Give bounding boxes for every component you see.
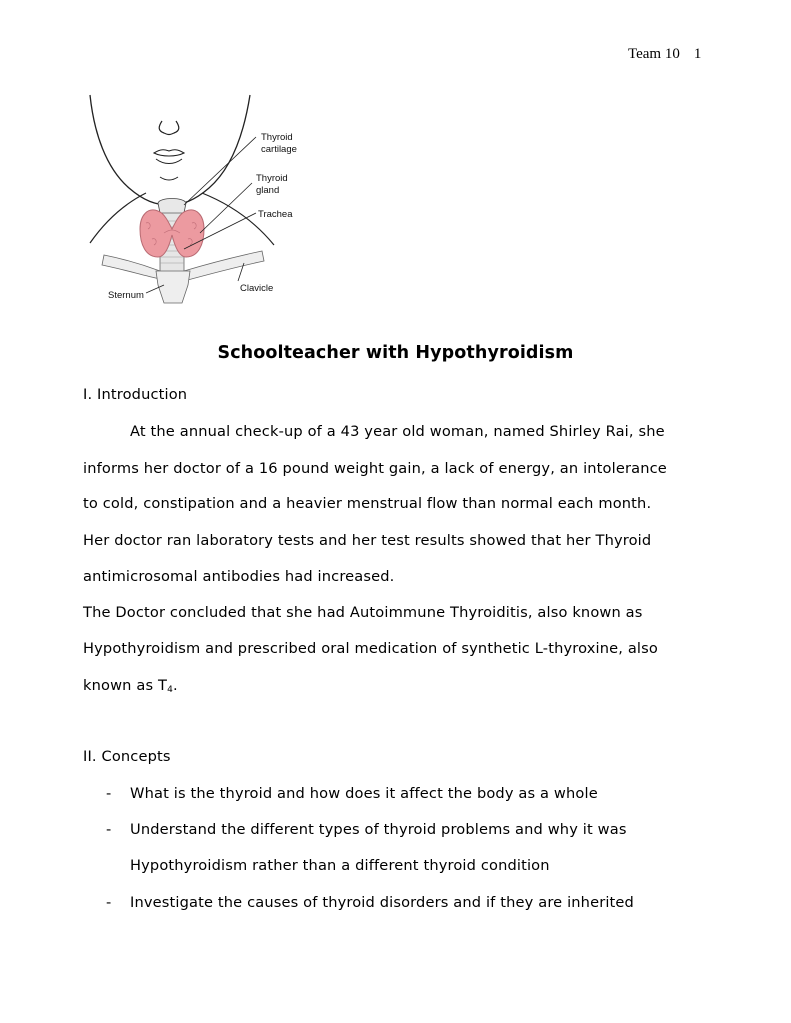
label-thyroid-gland-line2: gland [256,185,280,196]
intro-paragraph-last-line [83,677,178,694]
concept-item: What is the thyroid and how does it affect the body as a whole [130,785,598,802]
label-thyroid-cartilage-line1: Thyroid [261,132,293,143]
concepts-heading: II. Concepts [83,748,171,765]
t4-suffix: . [172,677,178,694]
bullet-dash: - [106,785,112,802]
intro-paragraph-line: The Doctor concluded that she had Autoimmune Thyroiditis, also known as [83,604,643,621]
concept-item: Understand the different types of thyroid problems and why it was [130,821,627,838]
bullet-dash: - [106,894,112,911]
concept-item: Investigate the causes of thyroid disorders and if they are inherited [130,894,634,911]
intro-paragraph-line: Hypothyroidism and prescribed oral medication of synthetic L-thyroxine, also [83,640,658,657]
label-thyroid-cartilage-line2: cartilage [261,144,297,155]
thyroid-anatomy-illustration [84,93,314,308]
label-thyroid-gland-line1: Thyroid [256,173,288,184]
label-sternum: Sternum [108,290,144,301]
t4-prefix: known as T [83,677,168,694]
document-title: Schoolteacher with Hypothyroidism [217,343,574,363]
intro-paragraph-line: Her doctor ran laboratory tests and her test results showed that her Thyroid [83,532,652,549]
label-trachea: Trachea [258,209,293,220]
label-clavicle: Clavicle [240,283,274,294]
page-number: 1 [693,46,702,62]
bullet-dash: - [106,821,112,838]
concept-item-continuation: Hypothyroidism rather than a different thyroid condition [130,857,550,874]
intro-paragraph-line: informs her doctor of a 16 pound weight gain, a lack of energy, an intolerance [83,460,667,477]
intro-paragraph-line: to cold, constipation and a heavier menstrual flow than normal each month. [83,495,652,512]
intro-paragraph-line: At the annual check-up of a 43 year old woman, named Shirley Rai, she [130,423,665,440]
header-team: Team 10 [628,46,680,62]
intro-paragraph-line: antimicrosomal antibodies had increased. [83,568,395,585]
t4-subscript: 4 [167,685,173,695]
page-header [628,46,701,63]
introduction-heading: I. Introduction [83,386,188,403]
